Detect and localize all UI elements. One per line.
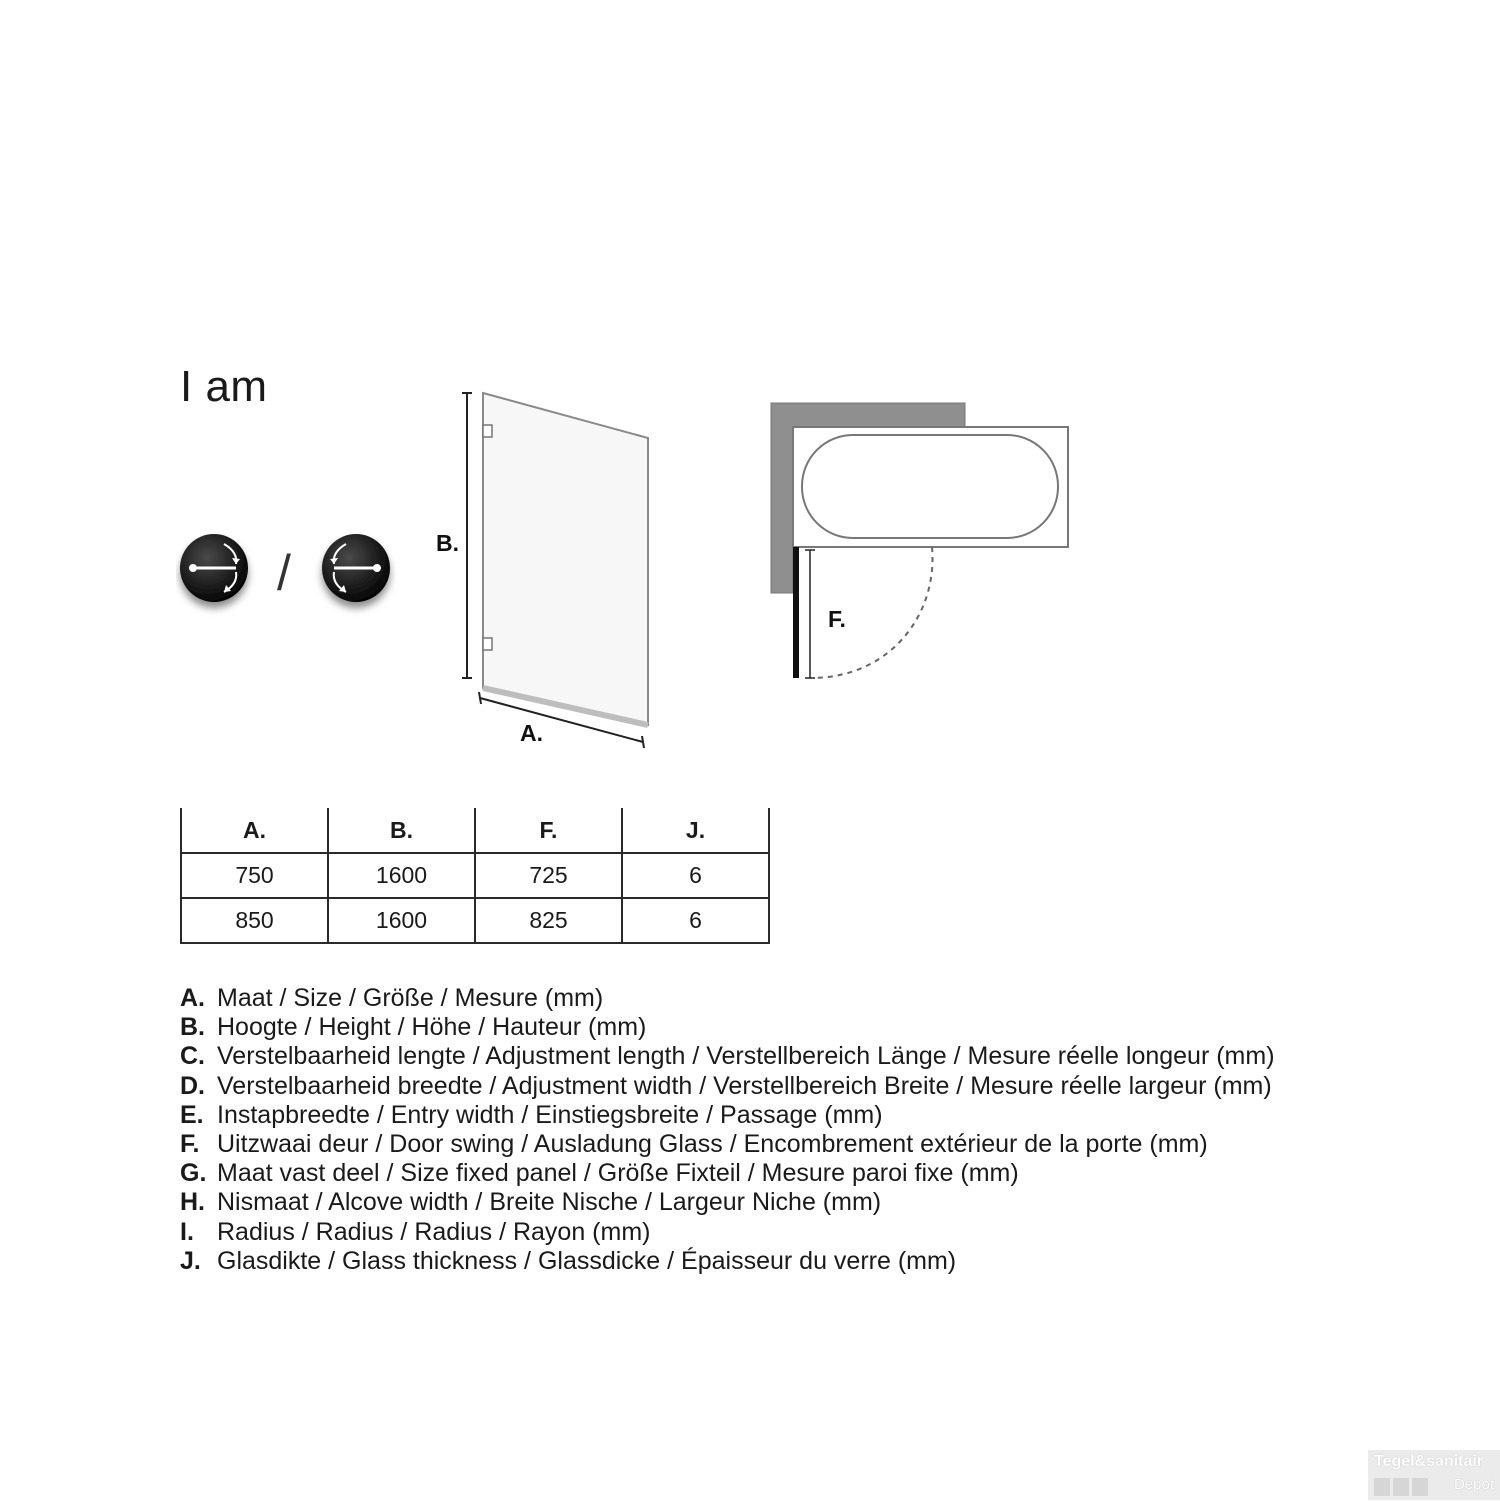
watermark-line1: Tegel&sanitair — [1374, 1453, 1484, 1470]
legend-item — [180, 1218, 1275, 1247]
door-swing-left-icon — [180, 534, 248, 602]
watermark-logo-icon — [1374, 1478, 1431, 1501]
table-header-row — [181, 808, 769, 853]
legend-key: E. — [180, 1100, 204, 1129]
swing-separator: / — [277, 545, 291, 601]
legend-key: A. — [180, 984, 205, 1012]
table-cell: 725 — [475, 853, 622, 898]
table-cell: 6 — [622, 898, 769, 943]
table-cell: 1600 — [328, 898, 475, 943]
dimension-legend — [180, 984, 1275, 1276]
legend-item — [180, 1101, 1275, 1130]
header-f: F. — [475, 808, 622, 853]
legend-item — [180, 1013, 1275, 1042]
bath-plan-drawing — [760, 395, 1080, 690]
legend-text: Radius / Radius / Radius / Rayon (mm) — [217, 1217, 651, 1246]
bathtub-basin — [802, 435, 1058, 538]
legend-key: C. — [180, 1042, 205, 1071]
legend-text: Glasdikte / Glass thickness / Glassdicke / Épaisseur du verre (mm) — [217, 1246, 957, 1275]
header-j: J. — [622, 808, 769, 853]
legend-text: Nismaat / Alcove width / Breite Nische / Largeur Niche (mm) — [217, 1188, 882, 1217]
swing-label: F. — [828, 606, 846, 632]
door-swing-right-icon — [322, 534, 390, 602]
swing-dimension-line — [805, 550, 815, 678]
watermark-line2: Depot — [1453, 1476, 1494, 1493]
legend-item — [180, 984, 1275, 1013]
header-a: A. — [181, 808, 328, 853]
header-b: B. — [328, 808, 475, 853]
table-cell: 750 — [181, 853, 328, 898]
hinge-top — [483, 425, 492, 437]
table-cell: 6 — [622, 853, 769, 898]
height-dimension-line — [462, 393, 472, 678]
legend-text: Maat / Size / Größe / Mesure (mm) — [217, 984, 604, 1012]
legend-text: Uitzwaai deur / Door swing / Ausladung Glass / Encombrement extérieur de la porte (mm) — [217, 1130, 1208, 1159]
glass-panel — [483, 393, 648, 725]
legend-key: F. — [180, 1130, 200, 1159]
legend-key: D. — [180, 1071, 205, 1100]
legend-text: Verstelbaarheid lengte / Adjustment length / Verstellbereich Länge / Mesure réelle longeur (mm) — [217, 1042, 1275, 1071]
table-cell: 825 — [475, 898, 622, 943]
legend-item — [180, 1159, 1275, 1188]
legend-text: Hoogte / Height / Höhe / Hauteur (mm) — [217, 1013, 647, 1042]
product-title: I am — [180, 362, 268, 411]
legend-item — [180, 1042, 1275, 1071]
width-label: A. — [520, 720, 543, 746]
legend-item — [180, 1247, 1275, 1276]
swing-direction-icons — [176, 530, 396, 630]
table-row — [181, 898, 769, 943]
legend-item — [180, 1130, 1275, 1159]
table-cell: 1600 — [328, 853, 475, 898]
hinge-bottom — [483, 638, 492, 650]
dimension-table — [180, 808, 770, 944]
table-row — [181, 853, 769, 898]
legend-text: Verstelbaarheid breedte / Adjustment width / Verstellbereich Breite / Mesure réelle largeur (mm) — [217, 1071, 1272, 1100]
legend-text: Instapbreedte / Entry width / Einstiegsbreite / Passage (mm) — [217, 1100, 883, 1129]
glass-panel-drawing — [430, 380, 670, 760]
height-label: B. — [436, 530, 459, 556]
table-cell: 850 — [181, 898, 328, 943]
brand-watermark — [1368, 1450, 1500, 1500]
legend-key: B. — [180, 1013, 205, 1042]
legend-item — [180, 1072, 1275, 1101]
legend-text: Maat vast deel / Size fixed panel / Größe Fixteil / Mesure paroi fixe (mm) — [217, 1159, 1019, 1188]
legend-key: H. — [180, 1188, 205, 1217]
legend-item — [180, 1188, 1275, 1217]
legend-key: I. — [180, 1217, 194, 1246]
legend-key: G. — [180, 1159, 207, 1188]
legend-key: J. — [180, 1246, 201, 1275]
